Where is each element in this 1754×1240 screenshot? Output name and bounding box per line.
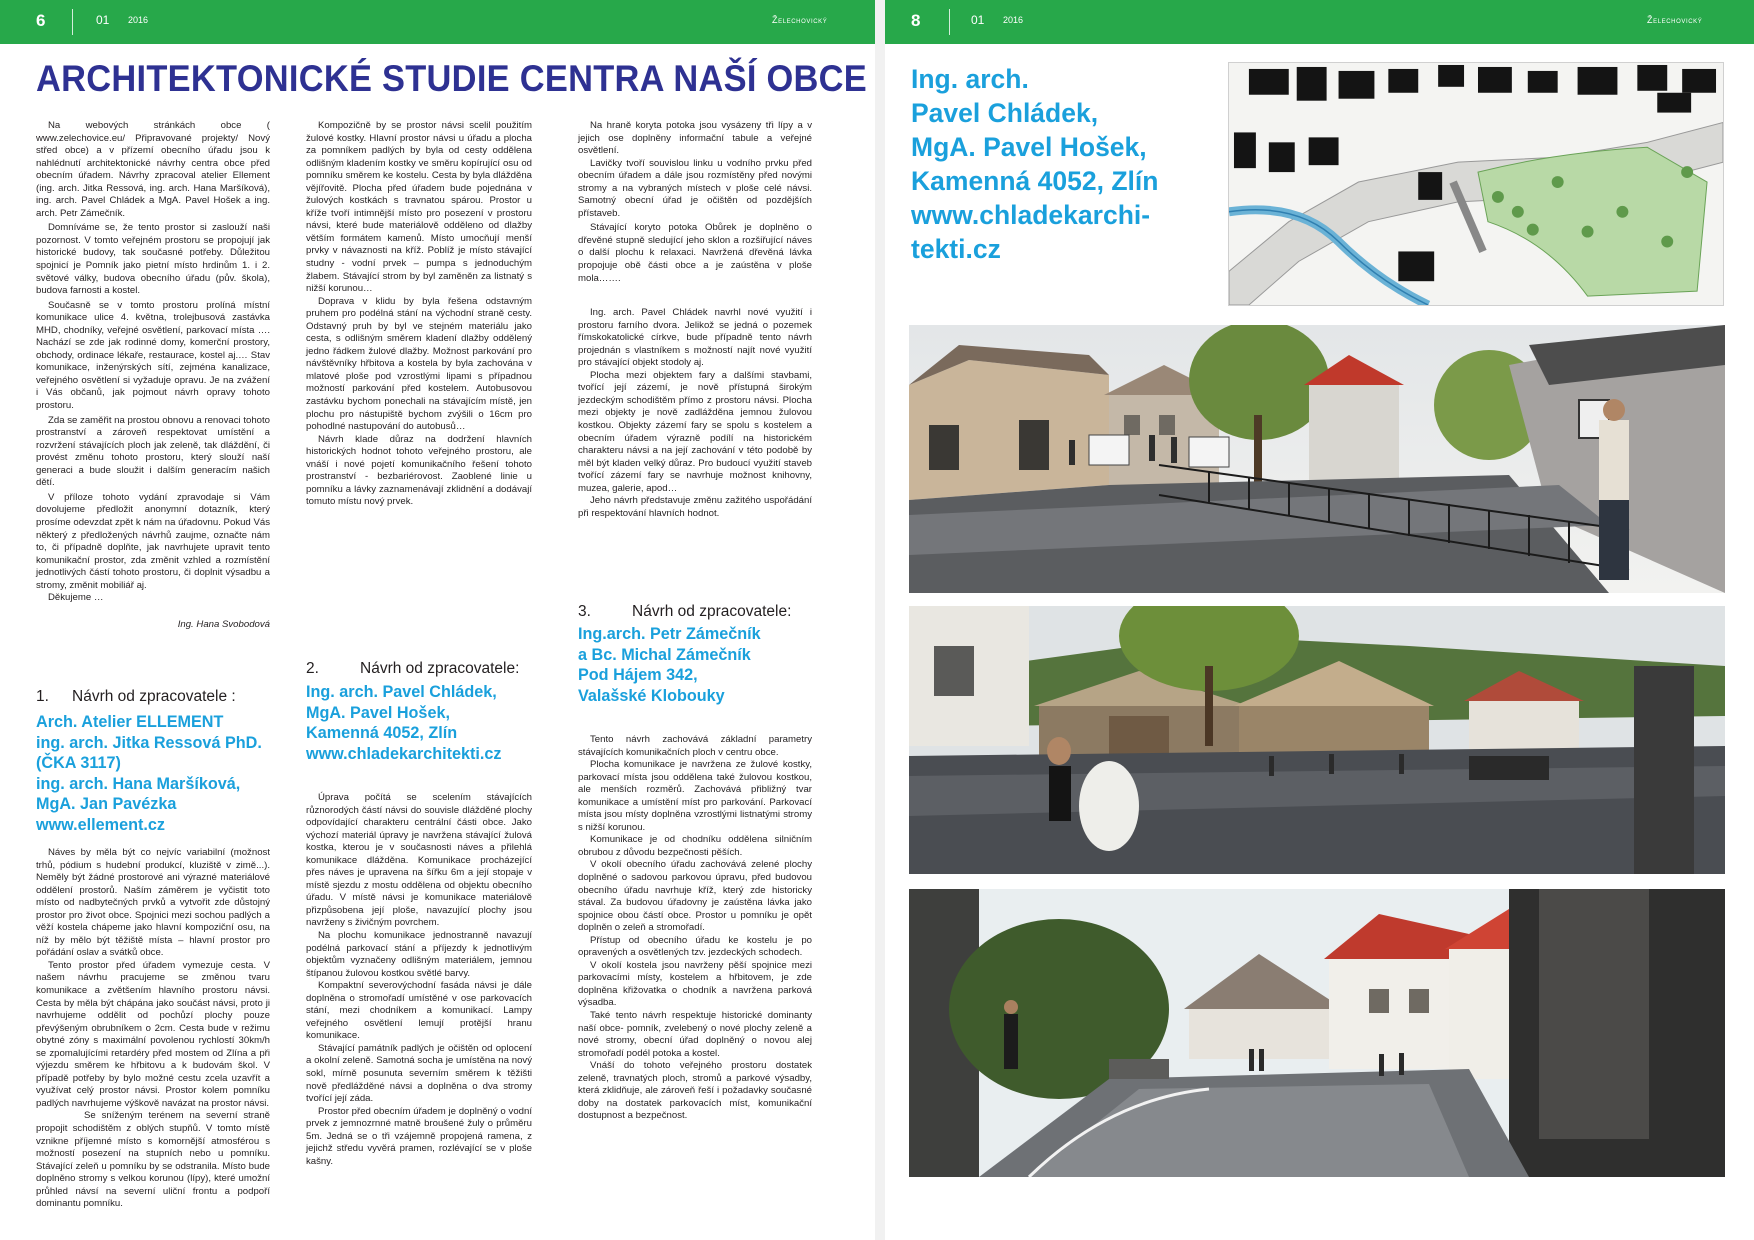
newsletter-name: Želechovický: [1647, 15, 1703, 25]
paragraph: Komunikace je od chodníku oddělena silničním obrubou z důvodu bezpečnosti pěších.: [578, 834, 812, 858]
paragraph: Tento prostor před úřadem vymezuje cesta. V našem návrhu pracujeme se změnou tvaru komunikace a zvětšením hlavního prostoru návsi. Cesta by měla být chápána jako součást návsi, proto ji navrhujeme oddělit od pochůzí plochy pouze převýšeným obrubníkem o 2cm. Cesta bude v režimu obytné zóny s maximální povolenou rychlostí 30km/h se zpomalujícími retardéry před mostem od Zlína a při výjezdu směrem ke hřbitovu a k budovám škol. V případě potřeby by bylo možné cestu zcela uzavřít a využívat celý prostor návsi. Prostor kolem pomníku padlých navrhujeme výškově navázat na prostor návsi.: [36, 959, 270, 1109]
render-street-view-2: [909, 889, 1725, 1177]
paragraph: Kompaktní severovýchodní fasáda návsi je dále doplněna o stromořadí umístěné v ose parkovacích stání, mezi chodníkem a komunikací. Lampy veřejného osvětlení lemují protější hranu komunikace.: [306, 980, 532, 1042]
website-link[interactable]: www.chladekarchi-: [911, 200, 1151, 230]
author-line: Kamenná 4052, Zlín: [306, 724, 458, 743]
author-line: a Bc. Michal Zámečník: [578, 645, 751, 664]
section-intro: Návrh od zpracovatele:: [632, 603, 792, 620]
paragraph: Se sníženým terénem na severní straně propojit schodištěm z oblých stupňů. V tomto místě vznikne příjemné místo s komornější atmosférou s možností posezení na stupních nebo u pomníku. Stávající zeleň u pomníku by se odstranila. Místo bude doplněno stromy s velkou korunou (lípy), které umožní průhled návsí na severní uliční frontu a podpoří dominantu pomníku.: [36, 1110, 270, 1210]
section-2-heading: [306, 660, 566, 764]
section-intro: Návrh od zpracovatele :: [72, 688, 236, 705]
credit-line: Kamenná 4052, Zlín: [911, 166, 1159, 196]
page-number: 6: [36, 11, 46, 30]
paragraph: Ing. arch. Pavel Chládek navrhl nové využití i prostoru farního dvora. Jelikož se jedná o pozemek římskokatolické církve, bude případně tento návrh projednán s vlastníkem s možností najít nové využití pro stávající objekt stodoly aj.: [578, 307, 812, 369]
paragraph: Na plochu komunikace jednostranně navazují podélná parkovací stání a příjezdy k jednotlivým objektům vyznačeny odlišným materiálem, jemnou štípanou žulovou kostkou světlé barvy.: [306, 930, 532, 979]
header-divider: [72, 9, 73, 35]
website-link[interactable]: tekti.cz: [911, 234, 1001, 264]
intro-paragraph: V příloze tohoto vydání zpravodaje si Vám dovolujeme předložit anonymní dotazník, který prosíme odevzdat zpět k nám na úřadovnu. Pokud Vás některý z předložených návrhů zaujme, označte nám to, či případně doplňte, jak navrhujete upravit tento komunikační prostor, zda změnit vzhled a rozmístění jednotlivých částí tohoto prostoru, či doplnit výsadbu a stromy, změnit mobiliář aj.: [36, 491, 270, 591]
article-title: ARCHITEKTONICKÉ STUDIE CENTRA NAŠÍ OBCE: [36, 58, 868, 99]
paragraph: Plocha komunikace je navržena ze žulové kostky, parkovací místa jsou oddělena také žulovou kostkou, ale menších rozměrů. Zachovává přibližný tvar komunikace a umístění míst pro parkování. Parkovací místa jsou místy doplněna vzrostlými listnatými stromy s nižší korunou.: [578, 759, 812, 833]
section-2-text: [306, 792, 532, 1168]
paragraph: Vnáší do tohoto veřejného prostoru dostatek zeleně, travnatých ploch, stromů a parkové výsadby, která zklidňuje, ale zároveň řeší i požadavky současné doby na dostatek parkovacích míst, komunikační dostupnost a bezpečnost.: [578, 1060, 812, 1122]
newsletter-name: Želechovický: [772, 15, 828, 25]
issue-year: 2016: [1003, 15, 1024, 25]
section-3-heading: [578, 603, 828, 706]
paragraph: Stávající památník padlých je očištěn od oplocení a okolní zeleně. Samotná socha je umístěna na nový sokl, mírně posunuta severním směrem k těžišti nově předlážděné návsi a doplněna o dva stromy tvořící její záda.: [306, 1042, 532, 1105]
section-3-text: [578, 734, 812, 1123]
paragraph: Náves by měla být co nejvíc variabilní (možnost trhů, pódium s hudební produkcí, kluziště v zimě...). Neměly být žádné prostorové ani výrazné materiálové oddělení prostorů. Naším záměrem je vyčistit toto místo od nadbytečných prvků a vytvořit zde důstojný prostor pro život obce. Spojnici mezi sochou padlých a věží kostela chápeme jako hlavní kompoziční osu, na níž by mělo být těžiště místa – hlavní prostor pro pořádání oslav a svátků obce.: [36, 847, 270, 959]
author-line: (ČKA 3117): [36, 754, 121, 773]
intro-column: [36, 120, 270, 631]
paragraph: Kompozičně by se prostor návsi scelil použitím žulové kostky. Hlavní prostor návsi u úřadu a plocha za pomníkem padlých by byla od cesty oddělena odlišným kladením kostky ve směru kopírující osu od pomníku směrem ke kostelu. Cesta by byla dlážděna vějířovitě. Plocha před úřadem bude pojednána v žulových kostkách s travnatou spárou. Prostor u kříže tvoří intimnější místo pro posezení v prostoru návsi, které bude materiálově odděleno od dlažby větším formátem kamenů. Místo umocňují menší prvky v návaznosti na kříž. Poblíž je místo stávající studny - vodní prvek – pumpa s jednoduchým žlabem. Stávající strom by byl zaměněn za listnatý s nižší korunou…: [306, 120, 532, 295]
paragraph: Návrh klade důraz na dodržení hlavních historických hodnot tohoto veřejného prostoru, ale vnáší i nové pojetí komunikačního řešení tohoto prostranství - bezbariérovost. Zaoblené linie u pomníku a lávky zaznamenávají zklidnění a dodávají tomuto místu nový prvek.: [306, 433, 532, 508]
paragraph: Úprava počítá se scelením stávajících různorodých částí návsi do souvisle dlážděné plochy odpovídající charakteru centrální části obce. Jako výchozí materiál úpravy je navržena stávající žulová kostka, kterou je v současnosti náves a přilehlá komunikace dlážděna. Komunikace procházející přes náves je upravena na šířku 6m a její stopaje v místě sjezdu z mostu oddělena od objektu obecního úřadu. V místě návsi je komunikace materiálově přizpůsobena její ploše, navazující plochy jsou navrženy s živičným povrchem.: [306, 792, 532, 929]
author-line: Valašské Klobouky: [578, 686, 725, 705]
intro-paragraph: Zda se zaměřit na prostou obnovu a renovaci tohoto prostranství a zároveň respektovat umístění a rozvržení stávajících ploch jak zeleně, tak dláždění, či provést změnu tohoto prostoru, který slouží naší generaci a bude sloužit i dalším generacím našich dětí.: [36, 414, 270, 489]
paragraph: Jeho návrh představuje změnu zažitého uspořádání při respektování hlavních hodnot.: [578, 495, 812, 519]
section-number: 2.: [306, 660, 319, 677]
credit-line: Pavel Chládek,: [911, 98, 1099, 128]
header-bar-left: [0, 0, 875, 44]
issue-year: 2016: [128, 15, 149, 25]
render-street-view-1: [909, 325, 1725, 593]
author-line: Arch. Atelier ELLEMENT: [36, 713, 224, 731]
author-line: Ing.arch. Petr Zámečník: [578, 625, 761, 643]
section-intro: Návrh od zpracovatele:: [360, 660, 520, 677]
intro-paragraph: Na webových stránkách obce ( www.zelechovice.eu/ Připravované projekty/ Nový střed obce) a v přízemí obecního úřadu jsou k nahlédnutí architektonické návrhy centra obce před obecním úřadem. Návrhy zpracoval atelier Ellement (ing. arch. Jitka Ressová, ing. arch. Hana Maršíková), ing. arch. Pavel Chládek a MgA. Pavel Hošek a ing. arch. Petr Zámečník.: [36, 120, 270, 219]
website-link[interactable]: www.ellement.cz: [36, 815, 165, 834]
paragraph: Také tento návrh respektuje historické dominanty naší obce- pomník, zvelebený o nové plochy zeleně a nové stromy, obecní úřad doplněný o novou alej stromořadí podél potoka a kostel.: [578, 1010, 812, 1059]
author-line: ing. arch. Jitka Ressová PhD.: [36, 733, 262, 752]
paragraph: Přístup od obecního úřadu ke kostelu je po opravených a osvětlených tzv. jezdeckých schodech.: [578, 934, 812, 959]
section-1-heading: [36, 688, 276, 836]
author-line: ing. arch. Hana Maršíková,: [36, 774, 241, 793]
paragraph: Doprava v klidu by byla řešena odstavným pruhem pro podélná stání na východní straně cesty. Odstavný pruh by byl ve stejném materiálu jako cesta, s odlišným směrem kladení dlažby oddělený jedno řádkem žulové dlažby. Možnost parkování pro návštěvníky hřbitova a kostela by byla zachována v mlatové ploše pod vzrostlými lipami s případnou možností parkování před kostelem. Autobusovou zastávku bychom ponechali na stávajícím místě, jen plochu pro nástupiště bychom zvýšili o 16cm pro pohodlné nastupování do autobusů…: [306, 295, 532, 433]
paragraph: [578, 285, 812, 307]
credit-line: MgA. Pavel Hošek,: [911, 132, 1147, 162]
spread-gutter: [875, 0, 885, 1240]
paragraph: Plocha mezi objektem fary a dalšími stavbami, tvořící její zázemí, je nově přístupná širokým jezdeckým schodištěm přímo z prostoru návsi. Plocha mezi objekty je nově zadlážděna jemnou žulovou kostkou. Objekty zázemí fary se spolu s kostelem a obecním úřadem výrazně podílí na historickém charakteru návsi a na její zachování v této podobě by měl být kladen velký důraz. Pro budoucí využití staveb tvořící zázemí fary se navrhuje možnost knihovny, muzea, galerie, apod…: [578, 369, 812, 494]
signature: Ing. Hana Svobodová: [177, 618, 270, 630]
author-line: Ing. arch. Pavel Chládek,: [306, 683, 497, 701]
intro-paragraph: Domníváme se, že tento prostor si zaslouží naši pozornost. V tomto veřejném prostoru se propojují jak historické budovy, tak současné potřeby. Důležitou spojnicí je Pomník jako pietní místo hrdinům 1. i 2. světové války, budova obecního úřadu (pův. škola), budova farnosti a kostel.: [36, 222, 270, 297]
header-bar-right: [885, 0, 1754, 44]
paragraph: Lavičky tvoří souvislou linku u vodního prvku před obecním úřadem a dále jsou rozmístěny před novými stromy a na vybraných místech v ploše celé návsi. Samotný obecní úřad je očištěn od pozdějších přístaveb.: [578, 157, 812, 219]
section-number: 1.: [36, 688, 49, 705]
author-line: MgA. Pavel Hošek,: [306, 703, 450, 722]
section-2-text-continued: [578, 120, 812, 520]
paragraph: Prostor před obecním úřadem je doplněný o vodní prvek z jemnozrnné matně broušené žuly o průměru 5m. Jedná se o tři vzájemně propojená ramena, z jejichž středu vyvěrá pramen, rozlévající se v ploše kašny.: [306, 1105, 532, 1167]
issue-number: 01: [96, 13, 110, 27]
section-1-text-continued: [306, 120, 532, 509]
architect-credits: [911, 62, 1211, 266]
render-square-view: [909, 606, 1725, 874]
intro-paragraph: Současně se v tomto prostoru prolíná místní komunikace ulice 4. května, trolejbusová zastávka MHD, chodníky, veřejné osvětlení, parkovací místa …. Nachází se zde jak rodinné domy, komerční prostory, obchody, ordinace lékaře, restaurace, kostel aj.… Stav komunikace, inženýrských sítí, zejména kanalizace, veřejného osvětlení si vyžaduje opravu. Je na zvážení i Vás občanů, jak pojmout návrh opravy tohoto prostoru.: [36, 299, 270, 412]
author-line: Pod Hájem 342,: [578, 666, 698, 685]
author-line: MgA. Jan Pavézka: [36, 795, 177, 814]
credit-line: Ing. arch.: [911, 64, 1029, 94]
website-link[interactable]: www.chladekarchitekti.cz: [306, 744, 502, 763]
site-plan-image: [1228, 62, 1724, 306]
intro-paragraph: Děkujeme …: [48, 592, 104, 604]
page-number: 8: [911, 11, 921, 30]
header-divider: [949, 9, 950, 35]
section-1-text: [36, 847, 270, 1211]
paragraph: V okolí kostela jsou navrženy pěší spojnice mezi parkovacími místy, kostelem a hřbitovem, je zde doplněna křižovatka o chodník a navržena parková výsadba.: [578, 959, 812, 1009]
paragraph: V okolí obecního úřadu zachovává zelené plochy doplněné o sadovou parkovou úpravu, před budovou obecního úřadu navrhuje kříž, který zde historicky stával. Za budovou úřadovny je zaústěna lávka jako spojnice obou částí obce. Prostor u pomníku je opět doplněn o zeleň a stromořadí.: [578, 859, 812, 934]
paragraph: Tento návrh zachovává základní parametry stávajících komunikačních ploch v centru obce.: [578, 734, 812, 758]
paragraph: Stávající koryto potoka Obůrek je doplněno o dřevěné stupně sledující jeho sklon a rozšiřující náves o další plochu k relaxaci. Navržená dřevěná lávka propojuje obě části obce a je zaústěna v ploše mola…….: [578, 222, 812, 284]
issue-number: 01: [971, 13, 985, 27]
paragraph: Na hraně koryta potoka jsou vysázeny tři lípy a v jejich ose doplněny informační tabule a veřejné osvětlení.: [578, 120, 812, 157]
section-number: 3.: [578, 603, 591, 620]
